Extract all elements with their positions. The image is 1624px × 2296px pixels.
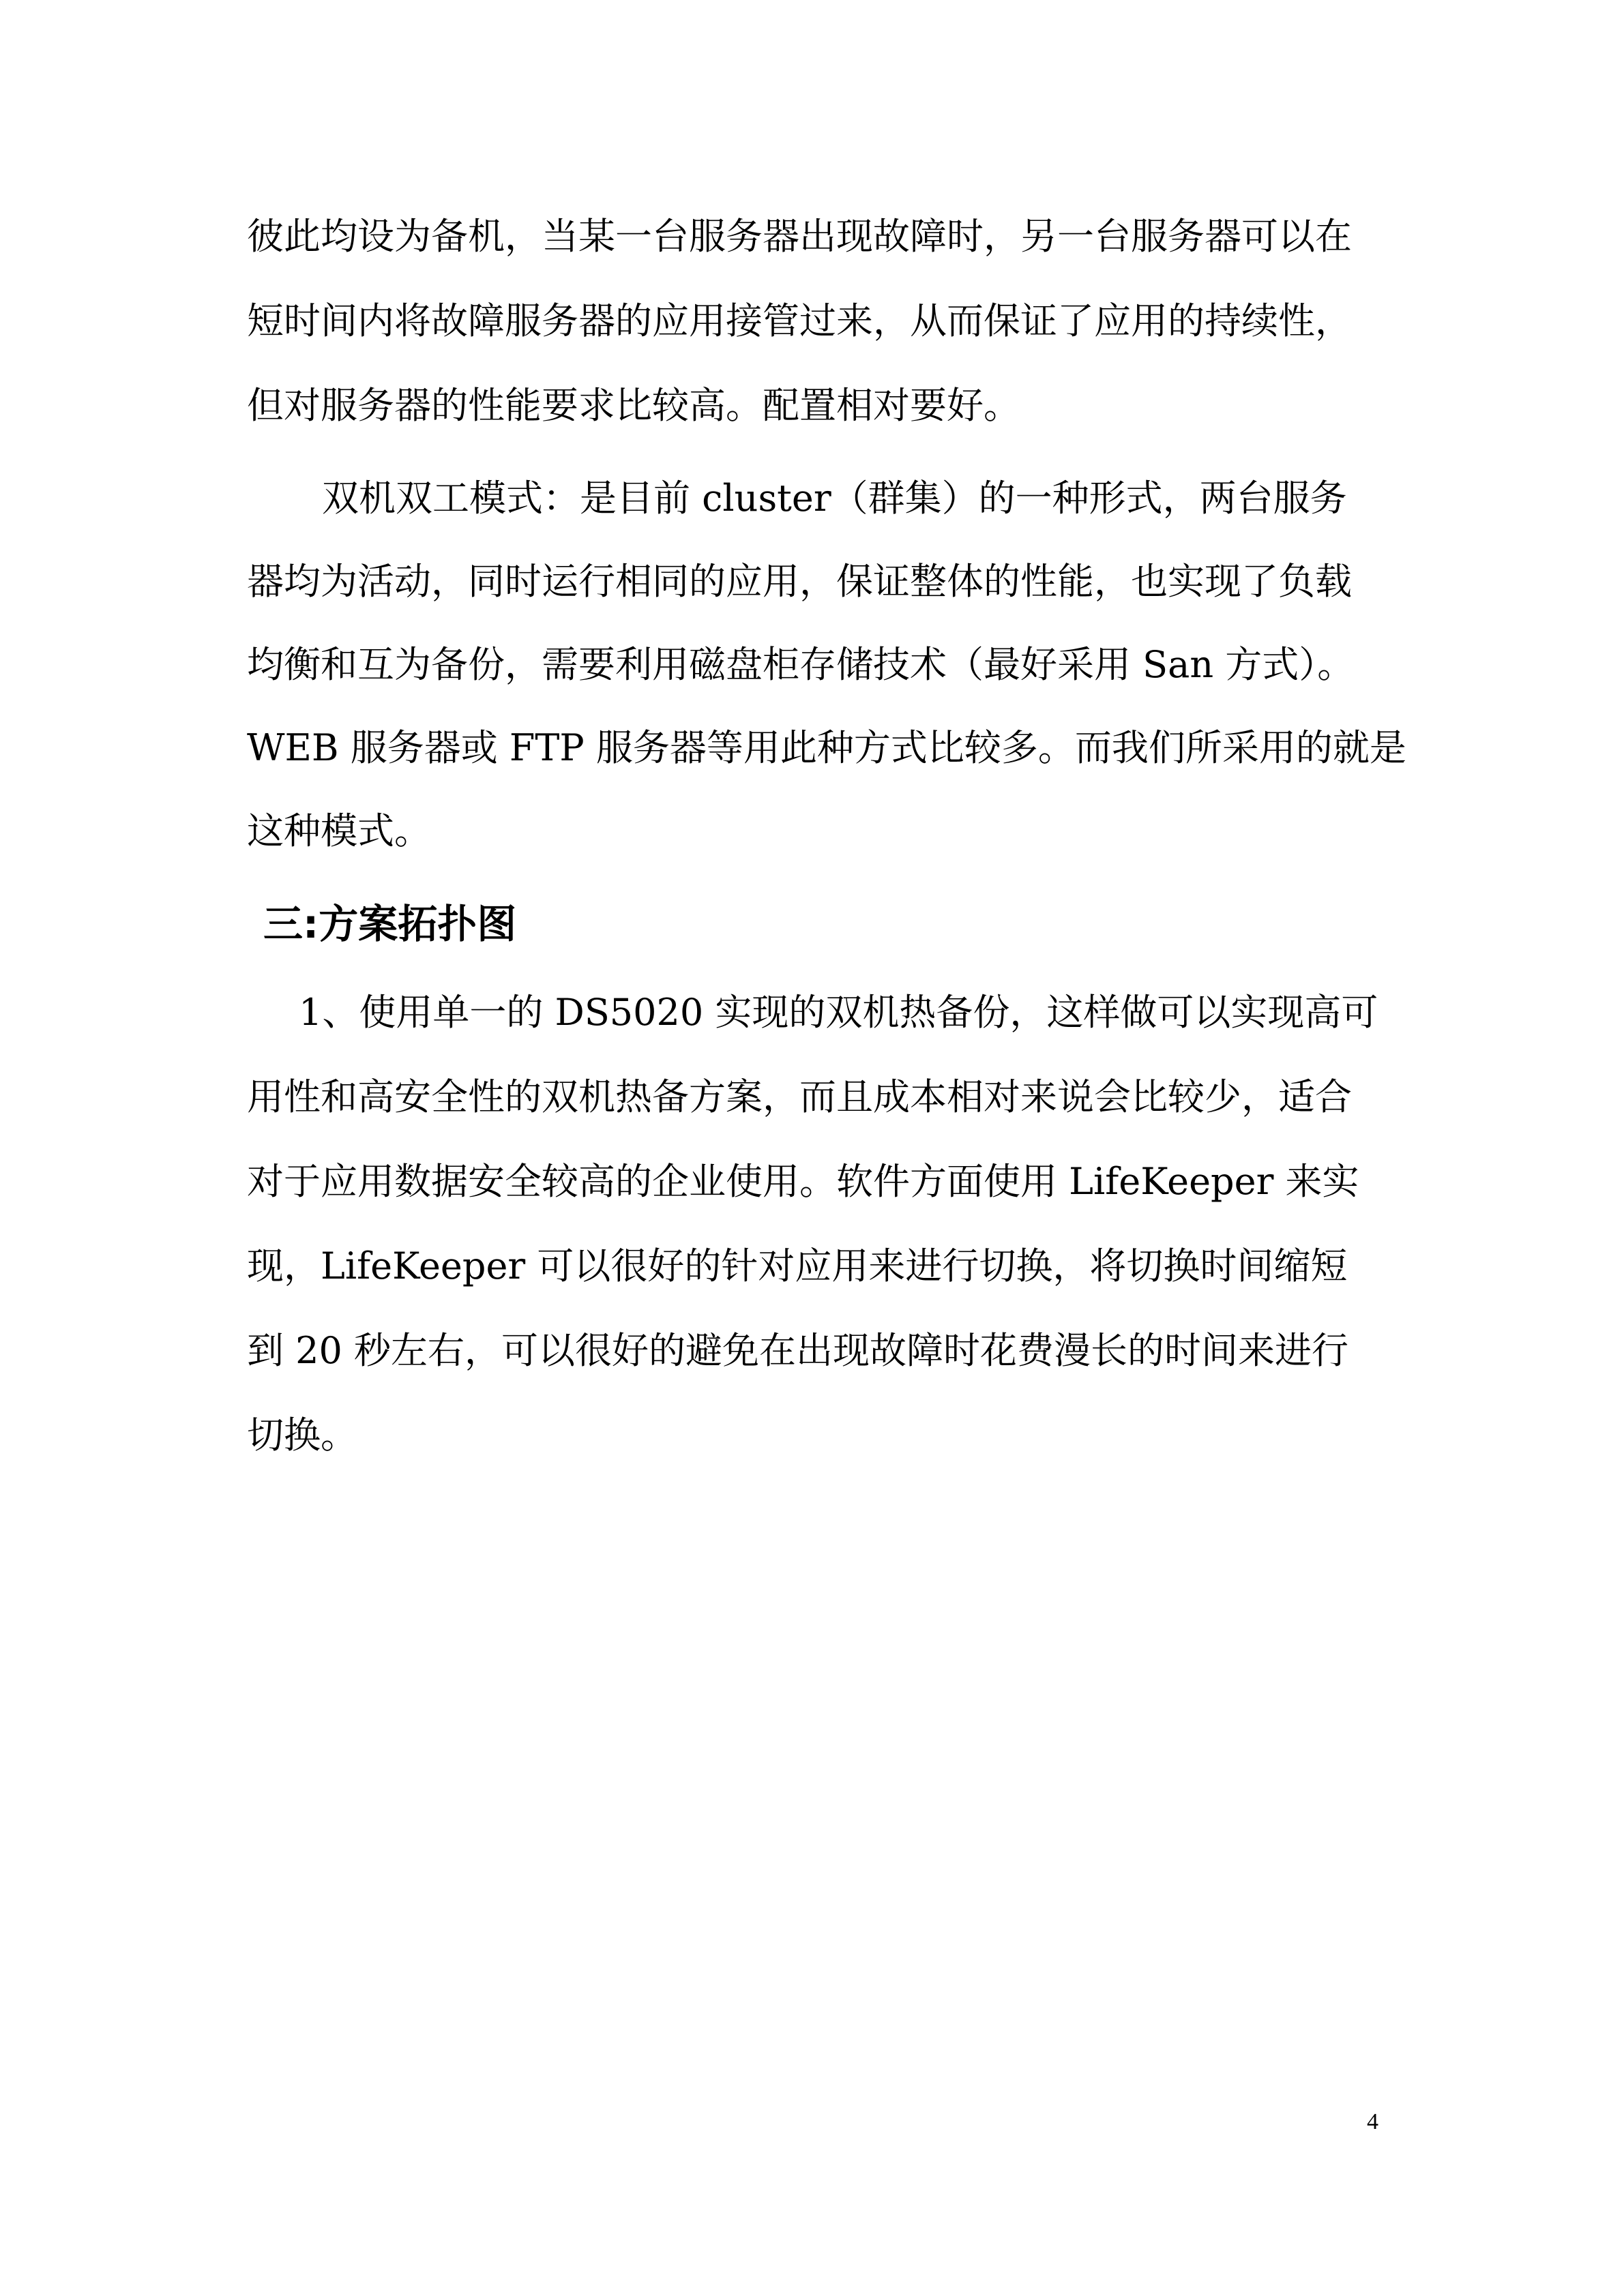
paragraph-2-line-1: 双机双工模式：是目前 cluster（群集）的一种形式，两台服务 <box>322 477 1347 520</box>
page-number: 4 <box>1367 2109 1378 2134</box>
paragraph-3-line-5: 到 20 秒左右，可以很好的避免在出现故障时花费漫长的时间来进行 <box>247 1329 1349 1372</box>
paragraph-2-line-4: WEB 服务器或 FTP 服务器等用此种方式比较多。而我们所采用的就是 <box>247 726 1406 769</box>
section-heading: 三:方案拓扑图 <box>263 901 517 947</box>
paragraph-3-line-1: 1、使用单一的 DS5020 实现的双机热备份，这样做可以实现高可 <box>299 991 1378 1034</box>
paragraph-2-line-5: 这种模式。 <box>247 809 431 852</box>
paragraph-3-line-3: 对于应用数据安全较高的企业使用。软件方面使用 LifeKeeper 来实 <box>247 1160 1359 1203</box>
paragraph-3-line-4: 现，LifeKeeper 可以很好的针对应用来进行切换，将切换时间缩短 <box>247 1244 1348 1287</box>
paragraph-3-line-2: 用性和高安全性的双机热备方案，而且成本相对来说会比较少，适合 <box>247 1075 1352 1118</box>
paragraph-2-line-2: 器均为活动，同时运行相同的应用，保证整体的性能，也实现了负载 <box>247 560 1352 603</box>
paragraph-1-line-3: 但对服务器的性能要求比较高。配置相对要好。 <box>247 384 1020 427</box>
paragraph-2-line-3: 均衡和互为备份，需要利用磁盘柜存储技术（最好采用 San 方式）。 <box>247 643 1355 686</box>
paragraph-3-line-6: 切换。 <box>247 1414 357 1457</box>
paragraph-1-line-2: 短时间内将故障服务器的应用接管过来，从而保证了应用的持续性， <box>247 299 1352 342</box>
paragraph-1-line-1: 彼此均设为备机，当某一台服务器出现故障时，另一台服务器可以在 <box>247 215 1352 258</box>
